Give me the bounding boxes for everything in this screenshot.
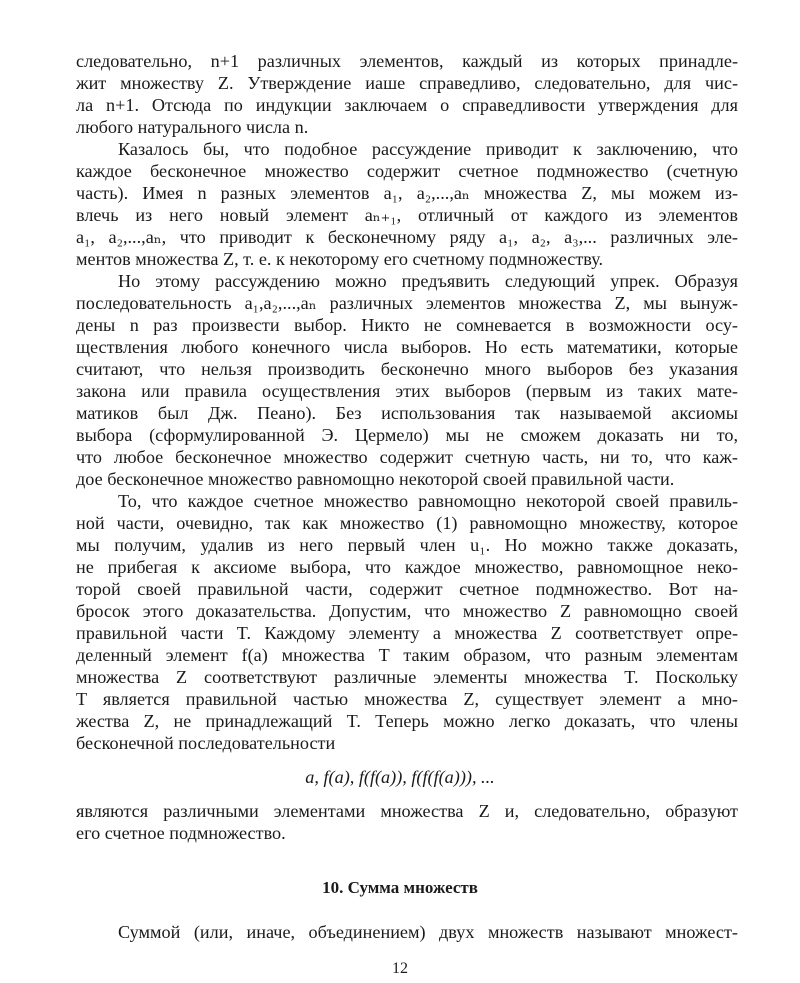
text-line: мы получим, удалив из него первый член u₁. Но можно также доказать,	[76, 535, 738, 555]
text-line: правильной части T. Каждому элементу a множества Z соответствует опре-	[76, 623, 738, 643]
text-line: влечь из него новый элемент aₙ₊₁, отличный от каждого из элементов	[76, 205, 738, 225]
text-line: бросок этого доказательства. Допустим, что множество Z равномощно своей	[76, 601, 738, 621]
text-line: каждое бесконечное множество содержит счетное подмножество (счетную	[76, 161, 738, 181]
text-line: последовательность a₁,a₂,...,aₙ различных элементов множества Z, мы вынуж-	[76, 293, 738, 313]
text-line: ной части, очевидно, так как множество (1) равномощно множеству, которое	[76, 513, 738, 533]
text-line: любого натурального числа n.	[76, 117, 309, 137]
text-line: торой своей правильной части, содержит счетное подмножество. Вот на-	[76, 579, 738, 599]
text-line: множества Z соответствуют различные элементы множества T. Поскольку	[76, 667, 738, 687]
text-line: дое бесконечное множество равномощно некоторой своей правильной части.	[76, 469, 675, 489]
text-line: жит множеству Z. Утверждение иаше справедливо, следовательно, для чис-	[76, 73, 738, 93]
text-line: T является правильной частью множества Z, существует элемент a мно-	[76, 689, 738, 709]
text-line: ментов множества Z, т. е. к некоторому его счетному подмножеству.	[76, 249, 604, 269]
text-line: деленный элемент f(a) множества T таким образом, что разным элементам	[76, 645, 738, 665]
text-line: То, что каждое счетное множество равномощно некоторой своей правиль-	[118, 491, 738, 511]
text-line: бесконечной последовательности	[76, 733, 336, 753]
text-line: выбора (сформулированной Э. Цермело) мы не сможем доказать ни то,	[76, 425, 738, 445]
text-line: часть). Имея n разных элементов a₁, a₂,...,aₙ множества Z, мы можем из-	[76, 183, 738, 203]
text-line: ла n+1. Отсюда по индукции заключаем о справедливости утверждения для	[76, 95, 738, 115]
text-line: являются различными элементами множества Z и, следовательно, образуют	[76, 801, 738, 821]
text-line: Но этому рассуждению можно предъявить следующий упрек. Образуя	[118, 271, 738, 291]
text-line: дены n раз произвести выбор. Никто не сомневается в возможности осу-	[76, 315, 738, 335]
page-number: 12	[392, 960, 408, 977]
text-line: считают, что нельзя производить бесконечно много выборов без указания	[76, 359, 738, 379]
text-line: матиков был Дж. Пеано). Без использования так называемой аксиомы	[76, 403, 738, 423]
text-line: закона или правила осуществления этих выборов (первым из таких мате-	[76, 381, 738, 401]
text-line: не прибегая к аксиоме выбора, что каждое множество, равномощное неко-	[76, 557, 738, 577]
text-line: следовательно, n+1 различных элементов, каждый из которых принадле-	[76, 51, 738, 71]
text-line: ществления любого конечного числа выборов. Но есть математики, которые	[76, 337, 738, 357]
text-line: что любое бесконечное множество содержит счетную часть, ни то, что каж-	[76, 447, 738, 467]
text-line: жества Z, не принадлежащий T. Теперь можно легко доказать, что члены	[76, 711, 738, 731]
text-line: его счетное подмножество.	[76, 823, 286, 843]
formula-sequence: a, f(a), f(f(a)), f(f(f(a))), ...	[305, 767, 495, 787]
text-line: a₁, a₂,...,aₙ, что приводит к бесконечному ряду a₁, a₂, a₃,... различных эле-	[76, 227, 738, 247]
section-heading: 10. Сумма множеств	[322, 878, 478, 897]
text-line: Казалось бы, что подобное рассуждение приводит к заключению, что	[118, 139, 738, 159]
text-line: Суммой (или, иначе, объединением) двух множеств называют множест-	[118, 922, 738, 942]
